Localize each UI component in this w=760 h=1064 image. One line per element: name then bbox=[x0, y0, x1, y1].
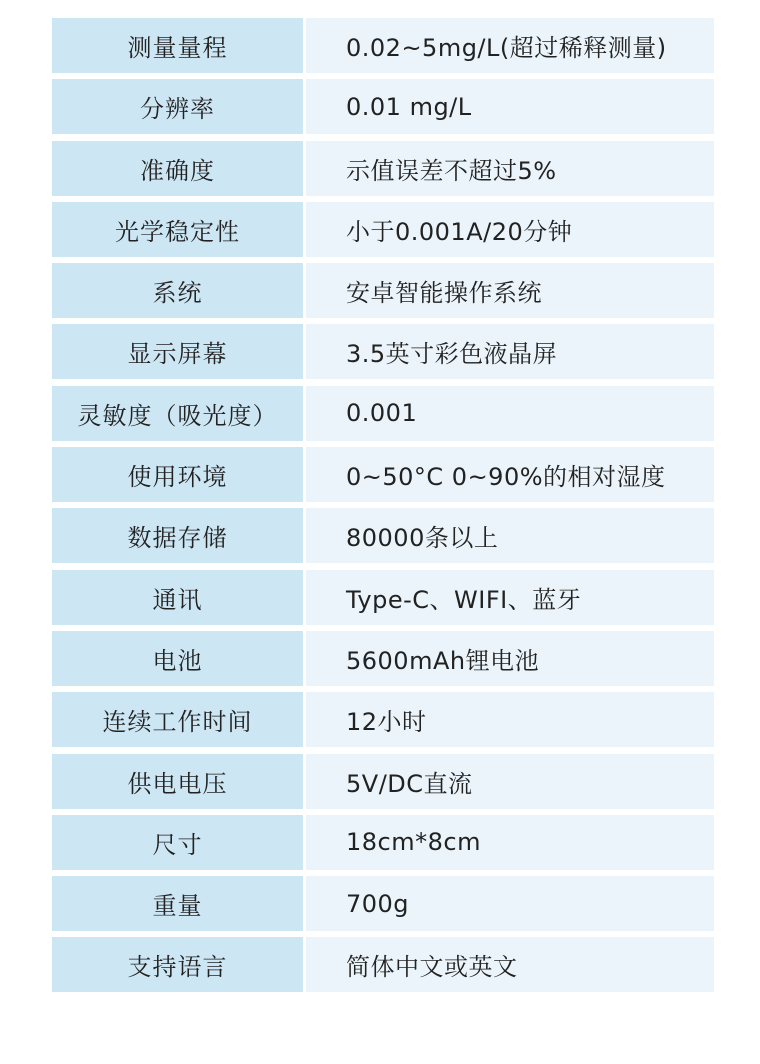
spec-value: 0.02~5mg/L(超过稀释测量) bbox=[306, 18, 714, 73]
spec-label: 供电电压 bbox=[52, 754, 303, 809]
spec-value: 80000条以上 bbox=[306, 508, 714, 563]
spec-value: 18cm*8cm bbox=[306, 815, 714, 870]
spec-row-storage bbox=[52, 508, 714, 563]
spec-label: 数据存储 bbox=[52, 508, 303, 563]
spec-row-sensitivity bbox=[52, 386, 714, 441]
spec-label: 系统 bbox=[52, 263, 303, 318]
spec-row-weight bbox=[52, 876, 714, 931]
spec-label: 准确度 bbox=[52, 141, 303, 196]
spec-value: 示值误差不超过5% bbox=[306, 141, 714, 196]
spec-value: 0.001 bbox=[306, 386, 714, 441]
spec-value: 安卓智能操作系统 bbox=[306, 263, 714, 318]
spec-row-system bbox=[52, 263, 714, 318]
spec-row-resolution bbox=[52, 79, 714, 134]
spec-value: 5600mAh锂电池 bbox=[306, 631, 714, 686]
spec-value: 0.01 mg/L bbox=[306, 79, 714, 134]
spec-label: 电池 bbox=[52, 631, 303, 686]
spec-value: 小于0.001A/20分钟 bbox=[306, 202, 714, 257]
spec-row-range bbox=[52, 18, 714, 73]
spec-label: 连续工作时间 bbox=[52, 692, 303, 747]
spec-row-size bbox=[52, 815, 714, 870]
spec-row-voltage bbox=[52, 754, 714, 809]
spec-value: 0~50°C 0~90%的相对湿度 bbox=[306, 447, 714, 502]
spec-row-language bbox=[52, 937, 714, 992]
spec-row-environment bbox=[52, 447, 714, 502]
spec-row-communication bbox=[52, 570, 714, 625]
spec-value: 12小时 bbox=[306, 692, 714, 747]
spec-value: 简体中文或英文 bbox=[306, 937, 714, 992]
spec-label: 使用环境 bbox=[52, 447, 303, 502]
spec-value: 5V/DC直流 bbox=[306, 754, 714, 809]
spec-value: 700g bbox=[306, 876, 714, 931]
spec-table bbox=[52, 18, 714, 992]
spec-row-battery bbox=[52, 631, 714, 686]
spec-label: 灵敏度（吸光度） bbox=[52, 386, 303, 441]
spec-value: 3.5英寸彩色液晶屏 bbox=[306, 324, 714, 379]
spec-label: 重量 bbox=[52, 876, 303, 931]
spec-row-accuracy bbox=[52, 141, 714, 196]
spec-row-display bbox=[52, 324, 714, 379]
spec-label: 显示屏幕 bbox=[52, 324, 303, 379]
spec-label: 支持语言 bbox=[52, 937, 303, 992]
spec-label: 光学稳定性 bbox=[52, 202, 303, 257]
spec-label: 分辨率 bbox=[52, 79, 303, 134]
spec-value: Type-C、WIFI、蓝牙 bbox=[306, 570, 714, 625]
spec-row-optical-stability bbox=[52, 202, 714, 257]
spec-label: 尺寸 bbox=[52, 815, 303, 870]
spec-label: 测量量程 bbox=[52, 18, 303, 73]
spec-row-work-time bbox=[52, 692, 714, 747]
spec-label: 通讯 bbox=[52, 570, 303, 625]
